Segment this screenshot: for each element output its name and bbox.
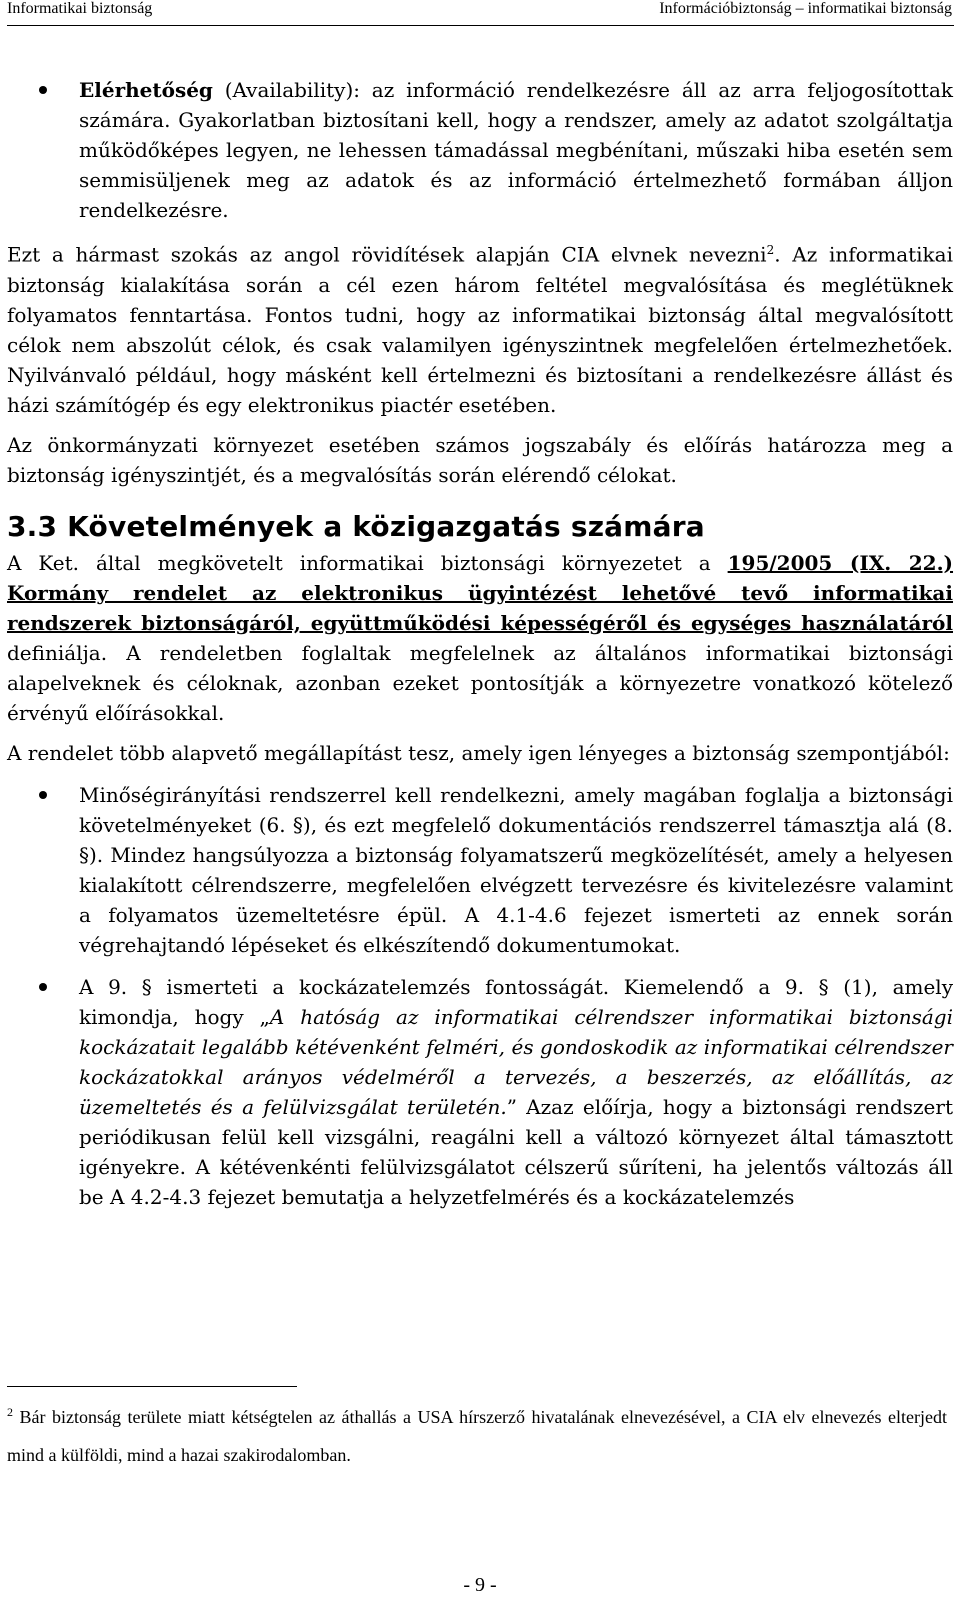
footnote — [7, 1393, 947, 1474]
header-left-title: Informatikai biztonság — [7, 0, 153, 17]
bullet-dot-icon — [39, 791, 47, 799]
page-body — [7, 75, 953, 1212]
header-right-title: Információbiztonság – informatikai biztonság — [659, 0, 952, 17]
bullet-dot-icon — [39, 86, 47, 94]
rendelet-paragraph: A rendelet több alapvető megállapítást tesz, amely igen lényeges a biztonság szempontjából: — [7, 740, 950, 765]
cia-paragraph — [7, 235, 953, 420]
risk-quote: A hatóság az informatikai célrendszer informatikai biztonsági kockázatait legalább kétévenként felméri, és gondoskodik az informatikai célrendszer kockázatokkal arányos védelméről a tervezés, a beszerzés, az előállítás, az üzemeltetés és a felülvizsgálat területén. — [79, 1004, 953, 1119]
risk-text-end: ” Azaz előírja, hogy a biztonsági rendszert periódikusan felül kell vizsgálni, reagálni kell a változó környezet által támasztott igényekre. A kétévenkénti felülvizsgálatot célszerű sűríteni, ha jelentős változás áll be A 4.2-4.3 fejezet bemutatja a helyzetfelmérés és a kockázatelemzés — [79, 1094, 953, 1209]
footnote-number: 2 — [7, 1405, 13, 1419]
risk-text — [79, 972, 953, 1212]
ket-text-end: definiálja. A rendeletben foglaltak megfelelnek az általános informatikai biztonsági alapelveknek és céloknak, azonban ezeket pontosítják a környezetre vonatkozó kötelező érvényű előírásokkal. — [7, 640, 953, 725]
cia-text-end: . Az informatikai biztonság kialakítása során a cél ezen három feltétel megvalósítása és meglétüknek folyamatos fenntartása. Fontos tudni, hogy az informatikai biztonság által megvalósított célok nem abszolút célok, és csak valamilyen igényszintnek megfelelően értelmezhetőek. Nyilvánvaló például, hogy másként kell értelmezni és biztosítani a rendelkezésre állást és házi számítógép és egy elektronikus piactér esetében. — [7, 242, 953, 417]
ket-paragraph — [7, 548, 953, 728]
quality-bullet — [7, 780, 953, 960]
footnote-reference: 2 — [766, 243, 775, 257]
quality-text: Minőségirányítási rendszerrel kell rendelkezni, amely magában foglalja a biztonsági követelményeket (6. §), és ezt megfelelő dokumentációs rendszerrel támasztja alá (8. §). Mindez hangsúlyozza a biztonság folyamatszerű megközelítését, amely a helyesen kialakított célrendszerre, megfelelően elvégzett tervezésre és kivitelezésre valamint a folyamatos üzemeltetésre épül. A 4.1-4.6 fejezet ismerteti az ennek során végrehajtandó lépéseket és elkészítendő dokumentumokat. — [79, 782, 953, 957]
decree-title: 195/2005 (IX. 22.) Kormány rendelet az elektronikus ügyintézést lehetővé tevő informatikai rendszerek biztonságáról, együttműködési képességéről és egységes használatáról — [7, 550, 954, 635]
section-heading: 3.3 Követelmények a közigazgatás számára — [7, 509, 705, 543]
availability-description: (Availability): az információ rendelkezésre áll az arra feljogosítottak számára. Gyakorlatban biztosítani kell, hogy a rendszer, amely az adatot szolgáltatja működőképes legyen, ne lehessen támadással megbénítani, műszaki hiba esetén sem semmisüljenek meg az adatok és az információ értelmezhető formában álljon rendelkezésre. — [79, 78, 953, 222]
cia-text-start: Ezt a hármast szokás az angol rövidítések alapján CIA elvnek nevezni — [7, 242, 767, 267]
risk-bullet — [7, 972, 953, 1212]
onkormanyzat-paragraph: Az önkormányzati környezet esetében számos jogszabály és előírás határozza meg a biztonság igényszintjét, és a megvalósítás során elérendő célokat. — [7, 432, 953, 487]
footnote-text: Bár biztonság területe miatt kétségtelen az áthallás a USA hírszerző hivatalának elnevezésével, a CIA elv elnevezés elterjedt mind a külföldi, mind a hazai szakirodalomban. — [7, 1407, 947, 1465]
header-divider — [7, 25, 954, 26]
footnote-divider — [7, 1386, 297, 1387]
availability-term: Elérhetőség — [79, 78, 213, 102]
running-header — [0, 0, 960, 24]
risk-text-start: A 9. § ismerteti a kockázatelemzés fontosságát. Kiemelendő a 9. § (1), amely kimondja, hogy „ — [79, 974, 953, 1029]
availability-text — [79, 75, 953, 225]
page-number: - 9 - — [463, 1574, 497, 1596]
availability-bullet — [7, 75, 953, 225]
ket-text-start: A Ket. által megkövetelt informatikai biztonsági környezetet a — [7, 550, 728, 575]
bullet-dot-icon — [39, 983, 47, 991]
